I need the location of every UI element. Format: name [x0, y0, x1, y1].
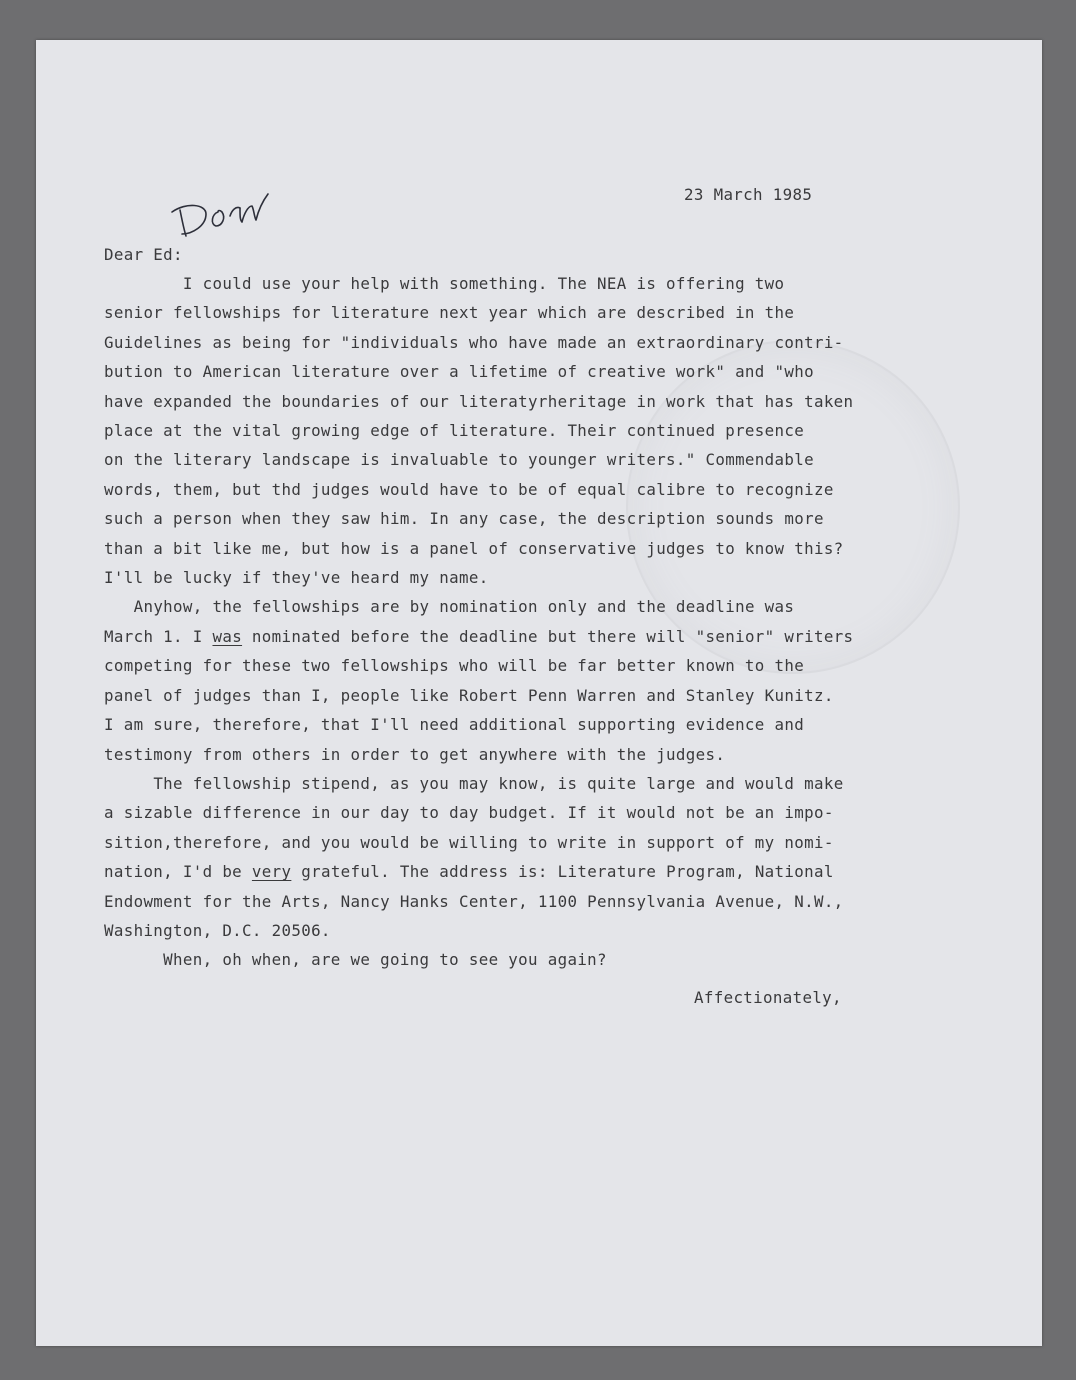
body-line [104, 651, 853, 680]
body-line [104, 563, 853, 592]
body-line [104, 710, 853, 739]
closing: Affectionately, [694, 988, 842, 1007]
body-text-segment: Guidelines as being for "individuals who have made an extraordinary contri- [104, 332, 844, 352]
body-line [104, 357, 853, 386]
body-line [104, 504, 853, 533]
body-text-segment: place at the vital growing edge of literature. Their continued presence [104, 421, 805, 441]
body-text-segment: have expanded the boundaries of our literatyrheritage in work that has taken [104, 391, 854, 411]
body-line [104, 416, 853, 445]
body-line [104, 445, 853, 474]
body-line [104, 534, 853, 563]
letter-date: 23 March 1985 [684, 185, 813, 204]
body-text-segment: Washington, D.C. 20506. [104, 920, 331, 940]
body-line [104, 798, 853, 827]
body-text-segment: sition,therefore, and you would be willing to write in support of my nomi- [104, 832, 834, 852]
body-line [104, 269, 853, 298]
letter-body [104, 269, 853, 975]
body-text-segment: Anyhow, the fellowships are by nomination only and the deadline was [133, 597, 795, 617]
body-text-segment: words, them, but thd judges would have to be of equal calibre to recognize [104, 479, 834, 499]
underlined-word: was [212, 626, 243, 646]
paragraph-indent [104, 950, 163, 969]
paragraph-indent [104, 274, 183, 293]
body-text-segment: The fellowship stipend, as you may know, is quite large and would make [153, 773, 844, 793]
body-line [104, 328, 853, 357]
paragraph-indent [104, 774, 153, 793]
body-text-segment: than a bit like me, but how is a panel of conservative judges to know this? [104, 538, 844, 558]
body-text-segment: nominated before the deadline but there will "senior" writers [242, 626, 854, 646]
body-text-segment: such a person when they saw him. In any case, the description sounds more [104, 509, 824, 529]
body-text-segment: testimony from others in order to get anywhere with the judges. [104, 744, 726, 764]
body-text-segment: Endowment for the Arts, Nancy Hanks Center, 1100 Pennsylvania Avenue, N.W., [104, 891, 844, 911]
body-text-segment: senior fellowships for literature next year which are described in the [104, 303, 795, 323]
body-line [104, 887, 853, 916]
handwritten-name [168, 176, 272, 238]
body-text-segment: bution to American literature over a lifetime of creative work" and "who [104, 362, 814, 382]
salutation: Dear Ed: [104, 245, 183, 264]
body-text-segment: I could use your help with something. The NEA is offering two [182, 274, 785, 293]
paragraph-indent [104, 597, 134, 616]
body-line [104, 681, 853, 710]
body-line [104, 740, 853, 769]
body-line [104, 828, 853, 857]
underlined-word: very [251, 862, 292, 882]
body-line [104, 622, 853, 651]
body-text-segment: I am sure, therefore, that I'll need additional supporting evidence and [104, 715, 805, 735]
body-text-segment: grateful. The address is: Literature Program, National [291, 862, 834, 882]
body-line [104, 945, 853, 974]
body-text-segment: I'll be lucky if they've heard my name. [104, 568, 489, 588]
body-text-segment: on the literary landscape is invaluable to younger writers." Commendable [104, 450, 814, 470]
body-text-segment: a sizable difference in our day to day budget. If it would not be an impo- [104, 803, 834, 823]
body-text-segment: nation, I'd be [104, 862, 252, 882]
body-line [104, 387, 853, 416]
body-line [104, 857, 853, 886]
body-line [104, 298, 853, 327]
body-text-segment: competing for these two fellowships who will be far better known to the [104, 656, 805, 676]
body-text-segment: panel of judges than I, people like Robert Penn Warren and Stanley Kunitz. [104, 685, 834, 705]
body-text-segment: When, oh when, are we going to see you again? [163, 950, 607, 970]
body-line [104, 916, 853, 945]
body-line [104, 769, 853, 798]
body-line [104, 475, 853, 504]
body-text-segment: March 1. I [104, 626, 213, 646]
body-line [104, 592, 853, 621]
